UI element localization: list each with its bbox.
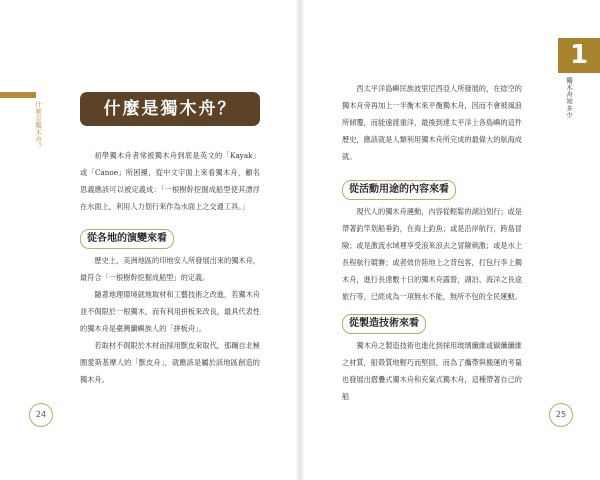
chapter-tab-marker bbox=[0, 92, 36, 98]
running-head-right: 獨木舟知多少 bbox=[565, 77, 573, 119]
right-page bbox=[300, 0, 600, 480]
paragraph-polynesian: 西太平洋島嶼民族波里尼西亞人所發展的，在捻空的獨木舟旁再加上一半衡木來平衡獨木舟，因而不會被風浪所傾覆，而能遠渡重洋，最後到達太平洋上各島嶼的這件歷史，應該就是人類利用獨木舟所完成的最偉大的航海成就。 bbox=[342, 84, 522, 161]
running-head-left: 什麼是獨木舟？ bbox=[34, 101, 42, 150]
page-title: 什麼是獨木舟？ bbox=[80, 92, 260, 126]
paragraph-plank-canoe: 隨著地理環境就地取材和工藝技術之改進，若獨木舟並不侷限於一根獨木，而有利用拼板來改良，最具代表性的獨木舟是臺灣蘭嶼族人的「拼板舟」。 bbox=[80, 290, 260, 333]
paragraph-history: 歷史上，美洲地區的印地安人所發展出來的獨木舟，最符合「一根樹幹挖掘成船型」的定義。 bbox=[80, 256, 260, 282]
section-heading-manufacturing: 從製造技術來看 bbox=[342, 314, 426, 334]
paragraph-skin-boat: 若取材不侷限於木材而採用獸皮來取代，那蹦自北極圈愛斯基摩人的「獸皮舟」，就應該是屬於該地區創造的獨木舟。 bbox=[80, 341, 260, 384]
intro-paragraph: 初學獨木舟者常被獨木舟到底是英文的「Kayak」或「Canoe」所困擾，從中文字面上來看獨木舟，顧名思義應該可以被定義成：「一根樹幹挖掘成船型使其漂浮在水面上，利用人力划行來作為水面上之交通工具。」 bbox=[80, 151, 260, 211]
section-heading-regions: 從各地的演變來看 bbox=[80, 229, 174, 249]
chapter-number-tab: 1 bbox=[558, 38, 600, 73]
paragraph-activities: 現代人的獨木舟運動，內容從輕鬆的湖泊划行；或是帶著釣竿划船垂釣，在海上釣魚；或是沿岸航行，跨島冒險；或是激流水域裡享受浪來浪去之冒險刺激；或是水上長程航行競賽；或者效仿陸地上之背包客，打包行李上獨木舟，進行長達數十日的獨木舟露營，湖泊、海洋之長途旅行等，已經成為一項無水不能，無所不包的全民運動。 bbox=[342, 207, 522, 301]
page-number-left: 24 bbox=[29, 403, 53, 427]
page-number-right: 25 bbox=[549, 403, 573, 427]
paragraph-manufacturing: 獨木舟之製造技術也進化到採用玻璃纖維或碳纖纖維之材質，船殼質地輕巧而堅固，而為了攜帶與搬運的考量也發展出摺疊式獨木舟和充氣式獨木舟，這種帶著自己的船 bbox=[342, 341, 522, 401]
book-gutter bbox=[296, 0, 304, 480]
section-heading-activities: 從活動用途的內容來看 bbox=[342, 180, 456, 200]
